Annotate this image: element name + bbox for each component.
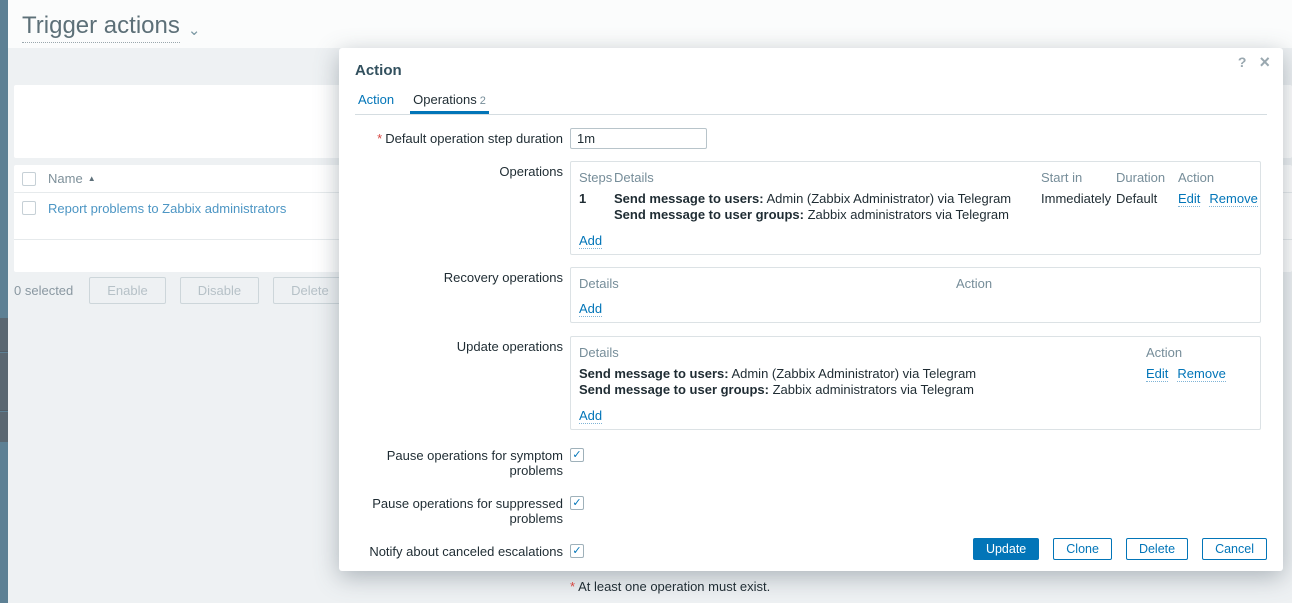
pause-suppressed-label: Pause operations for suppressed problems bbox=[372, 496, 563, 526]
update-button[interactable]: Update bbox=[973, 538, 1039, 560]
page-title[interactable] bbox=[22, 12, 200, 43]
dialog-footer bbox=[959, 538, 1267, 560]
enable-button[interactable]: Enable bbox=[89, 277, 165, 304]
close-icon[interactable]: × bbox=[1259, 52, 1270, 72]
selection-bar bbox=[14, 276, 361, 304]
edit-link[interactable]: Edit bbox=[1146, 366, 1169, 381]
sidebar-edge bbox=[0, 0, 8, 603]
edit-link[interactable]: Edit bbox=[1178, 191, 1201, 206]
update-operations-label: Update operations bbox=[456, 339, 563, 354]
tab-action[interactable]: Action bbox=[358, 92, 395, 107]
operation-actions bbox=[1146, 363, 1260, 401]
sidebar-segment bbox=[0, 412, 8, 442]
clone-button[interactable]: Clone bbox=[1053, 538, 1112, 560]
add-recovery-operation-link[interactable]: Add bbox=[579, 301, 603, 316]
column-header-name[interactable]: Name bbox=[48, 171, 83, 186]
recovery-operations-label: Recovery operations bbox=[443, 270, 563, 285]
operations-row bbox=[339, 161, 1283, 255]
select-all-checkbox[interactable] bbox=[22, 172, 36, 186]
required-asterisk: * bbox=[570, 579, 576, 594]
operation-duration: Default bbox=[1116, 191, 1158, 206]
row-checkbox[interactable] bbox=[22, 201, 36, 215]
duration-label: * Default operation step duration bbox=[377, 131, 563, 146]
notify-canceled-label: Notify about canceled escalations bbox=[369, 544, 563, 559]
col-action: Action bbox=[956, 276, 993, 291]
pause-symptom-label: Pause operations for symptom problems bbox=[386, 448, 563, 478]
selected-count: 0 selected bbox=[14, 282, 74, 298]
pause-symptom-row bbox=[339, 445, 1283, 478]
page-title-text[interactable]: Trigger actions bbox=[22, 12, 180, 43]
col-details: Details bbox=[579, 345, 619, 360]
notify-canceled-checkbox[interactable] bbox=[570, 544, 584, 558]
pause-suppressed-checkbox[interactable] bbox=[570, 496, 584, 510]
duration-row bbox=[339, 128, 1283, 149]
delete-button[interactable]: Delete bbox=[273, 277, 347, 304]
col-action: Action bbox=[1178, 170, 1215, 185]
operation-start-in: Immediately bbox=[1041, 191, 1112, 206]
pause-suppressed-row bbox=[339, 493, 1283, 526]
operation-details: Send message to users: Admin (Zabbix Administrator) via Telegram Send message to user groups: Zabbix administrators via Telegram bbox=[614, 191, 1012, 222]
tab-operations-label: Operations bbox=[413, 92, 477, 107]
help-icon[interactable]: ? bbox=[1237, 54, 1247, 70]
recovery-operations-table bbox=[570, 267, 1261, 323]
cancel-button[interactable]: Cancel bbox=[1202, 538, 1267, 560]
operations-label: Operations bbox=[499, 164, 563, 179]
operations-table bbox=[570, 161, 1261, 255]
dialog-title: Action bbox=[355, 62, 402, 79]
tab-operations-badge: 2 bbox=[479, 95, 486, 107]
required-asterisk: * bbox=[377, 131, 383, 146]
remove-link[interactable]: Remove bbox=[1209, 191, 1258, 206]
sort-asc-icon[interactable]: ▲ bbox=[87, 174, 96, 183]
add-update-operation-link[interactable]: Add bbox=[579, 408, 603, 423]
delete-button[interactable]: Delete bbox=[1126, 538, 1188, 560]
hint-text: * At least one operation must exist. bbox=[570, 579, 771, 594]
col-duration: Duration bbox=[1116, 170, 1166, 185]
check-icon: ✓ bbox=[572, 449, 582, 461]
disable-button[interactable]: Disable bbox=[180, 277, 259, 304]
operation-details: Send message to users: Admin (Zabbix Administrator) via Telegram Send message to user groups: Zabbix administrators via Telegram bbox=[579, 366, 977, 397]
update-operations-table bbox=[570, 336, 1261, 430]
col-details: Details bbox=[614, 170, 654, 185]
add-operation-link[interactable]: Add bbox=[579, 233, 603, 248]
tab-operations[interactable] bbox=[410, 92, 489, 114]
col-start-in: Start in bbox=[1041, 170, 1083, 185]
pause-symptom-checkbox[interactable] bbox=[570, 448, 584, 462]
col-action: Action bbox=[1146, 345, 1183, 360]
col-details: Details bbox=[579, 276, 619, 291]
sidebar-segment bbox=[0, 318, 8, 352]
sidebar-segment bbox=[0, 353, 8, 411]
hint-row bbox=[339, 579, 1283, 594]
chevron-down-icon[interactable]: ⌄ bbox=[187, 21, 201, 39]
check-icon: ✓ bbox=[572, 497, 582, 509]
dialog-controls bbox=[1238, 54, 1270, 70]
recovery-operations-row bbox=[339, 267, 1283, 323]
action-link[interactable]: Report problems to Zabbix administrators bbox=[48, 201, 287, 216]
remove-link[interactable]: Remove bbox=[1177, 366, 1226, 381]
check-icon: ✓ bbox=[572, 545, 582, 557]
operation-step: 1 bbox=[579, 191, 587, 206]
operation-actions bbox=[1178, 188, 1275, 226]
duration-input[interactable] bbox=[570, 128, 707, 149]
action-dialog bbox=[339, 48, 1283, 594]
tab-bar bbox=[355, 92, 1267, 115]
col-steps: Steps bbox=[579, 170, 613, 185]
update-operations-row bbox=[339, 336, 1283, 430]
